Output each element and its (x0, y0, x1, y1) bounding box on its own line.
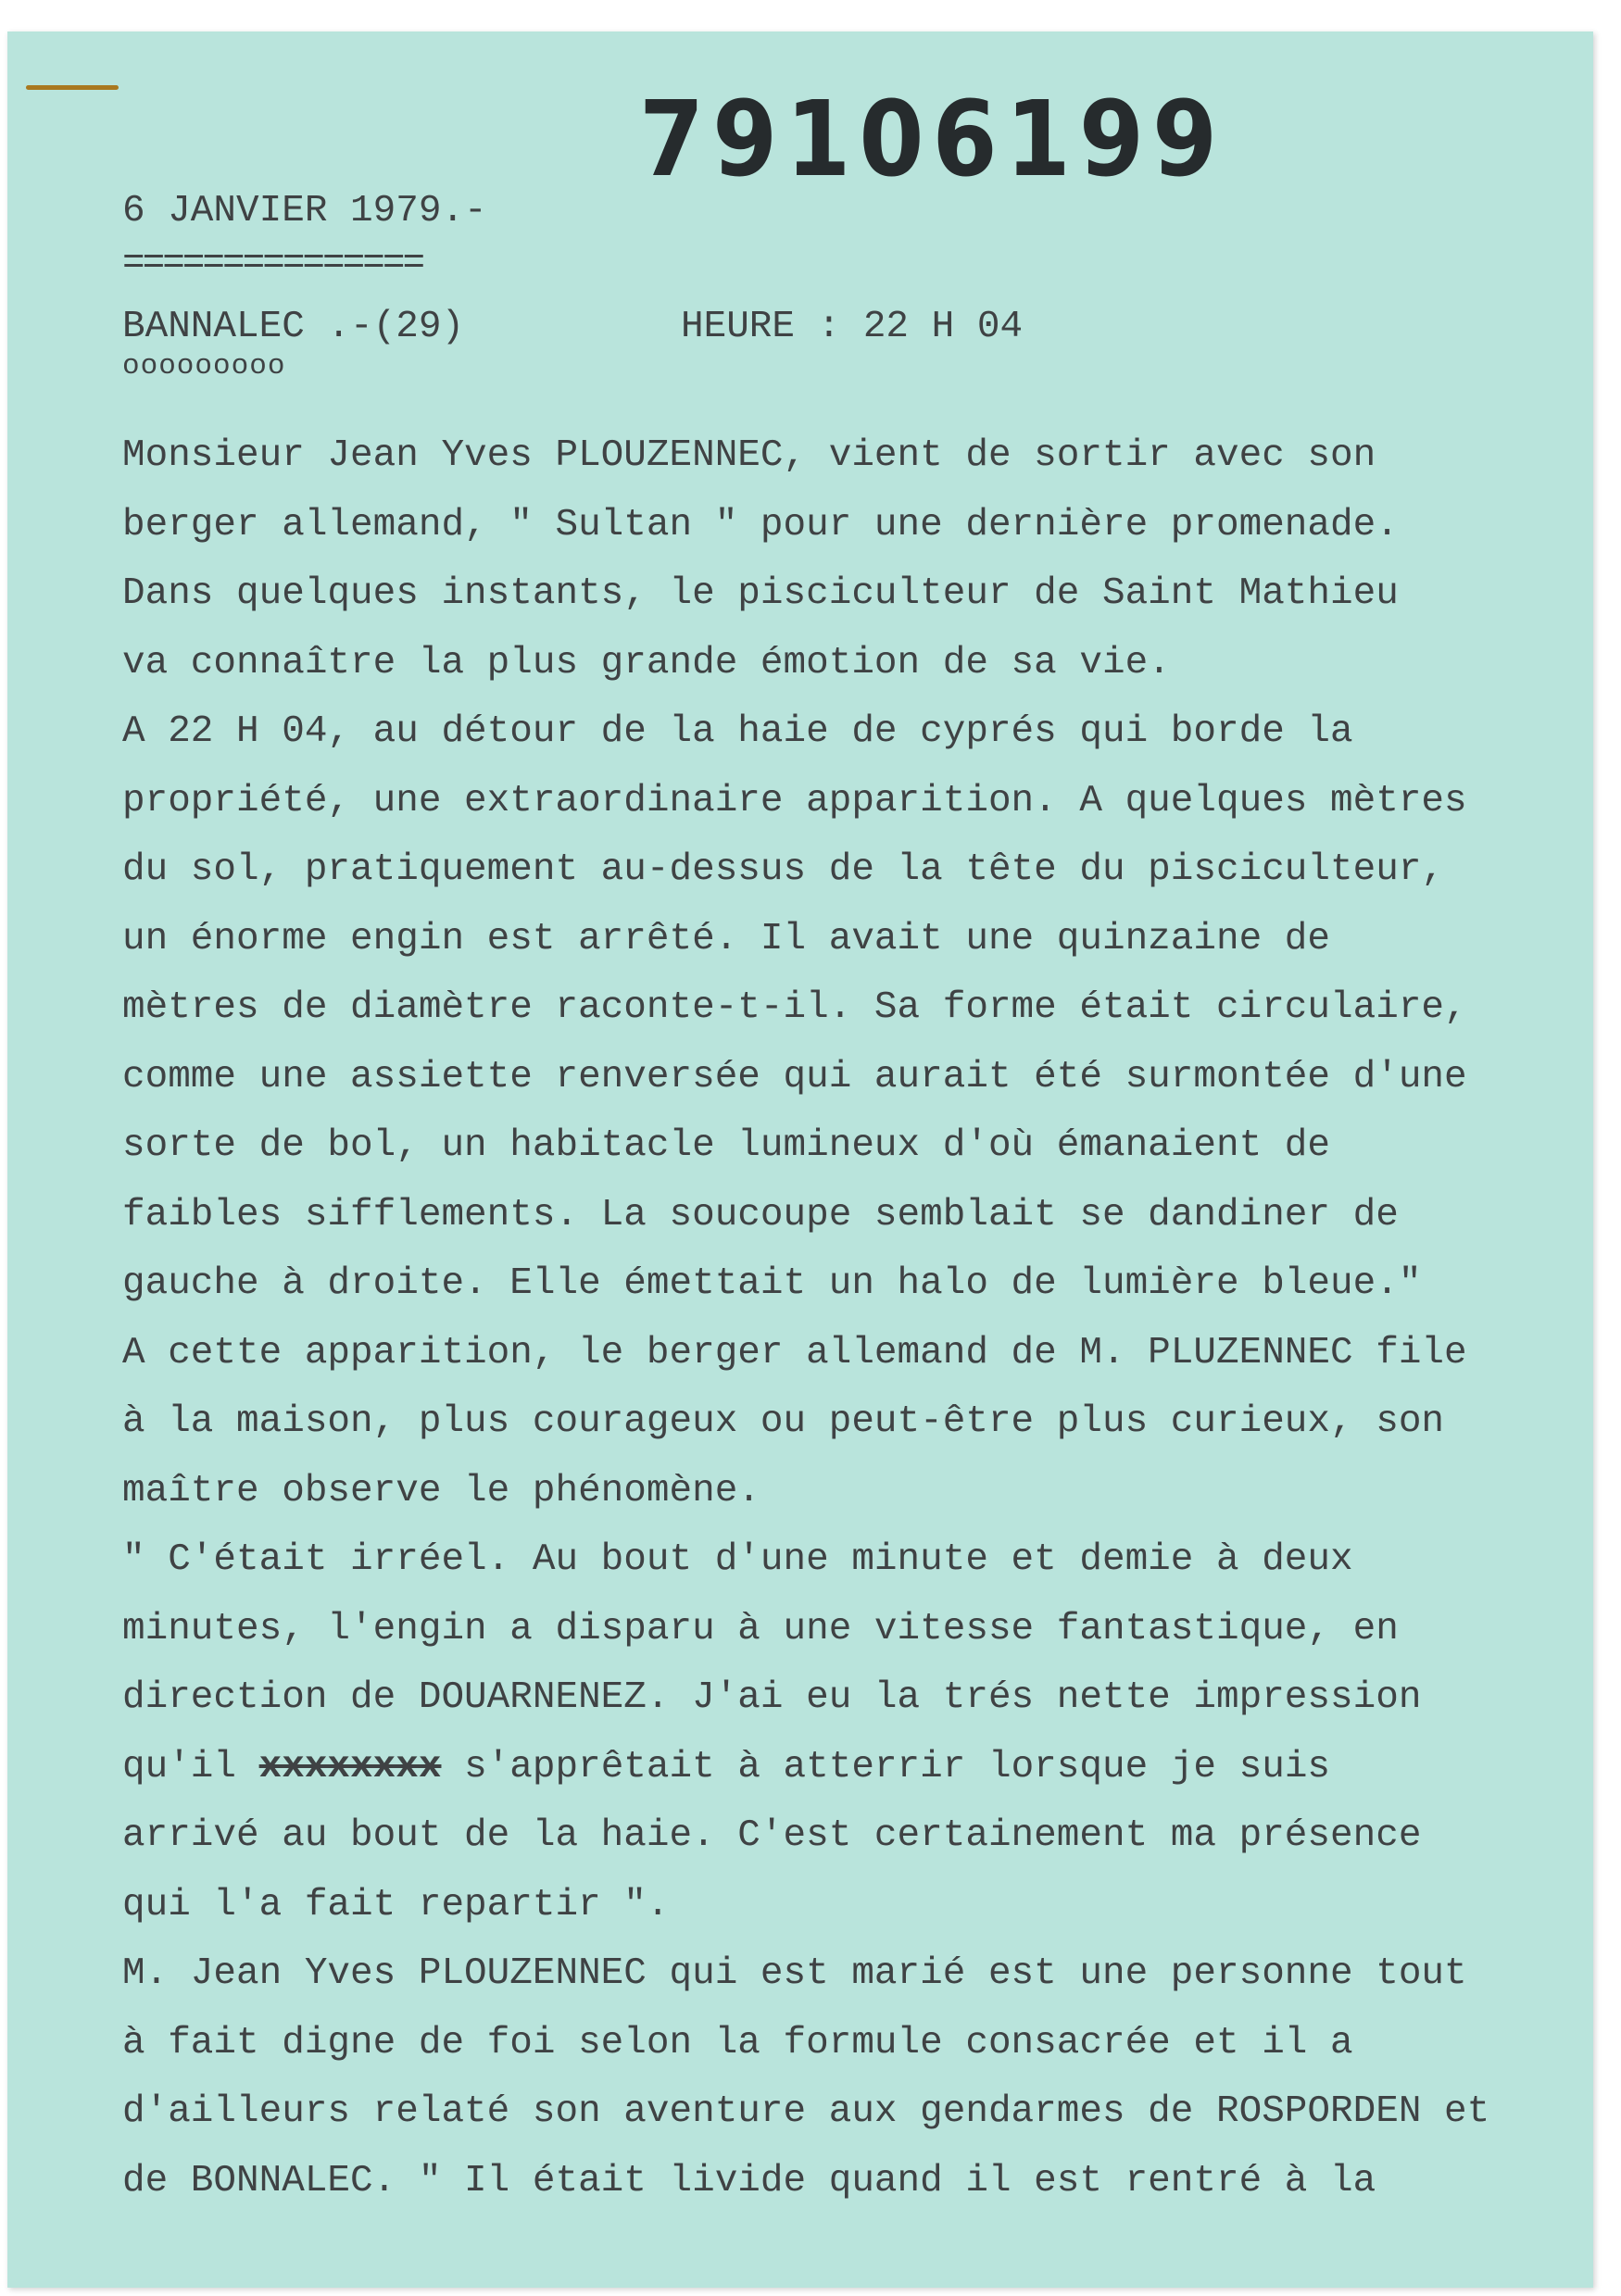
text-line: M. Jean Yves PLOUZENNEC qui est marié est une personne tout (122, 1952, 1467, 1995)
line-end: s'apprêtait à atterrir lorsque je suis (441, 1745, 1331, 1788)
text-line: à fait digne de foi selon la formule consacrée et il a (122, 2021, 1353, 2064)
text-line: qui l'a fait repartir ". (122, 1883, 670, 1926)
text-line: gauche à droite. Elle émettait un halo de lumière bleue." (122, 1262, 1422, 1305)
text-line: faibles sifflements. La soucoupe semblait se dandiner de (122, 1193, 1399, 1236)
text-line: maître observe le phénomène. (122, 1469, 760, 1512)
stamp-number: 79106199 (639, 80, 1226, 200)
document-date: 6 JANVIER 1979.- (122, 190, 487, 232)
text-line: Dans quelques instants, le pisciculteur de Saint Mathieu (122, 572, 1399, 615)
text-line: à la maison, plus courageux ou peut-être plus curieux, son (122, 1400, 1445, 1443)
text-line: de BONNALEC. " Il était livide quand il est rentré à la (122, 2159, 1376, 2202)
text-line: mètres de diamètre raconte-t-il. Sa forme était circulaire, (122, 986, 1467, 1029)
text-line: Monsieur Jean Yves PLOUZENNEC, vient de sortir avec son (122, 434, 1376, 477)
text-line: d'ailleurs relaté son aventure aux gendarmes de ROSPORDEN et (122, 2090, 1490, 2133)
text-line: comme une assiette renversée qui aurait été surmontée d'une (122, 1055, 1467, 1098)
text-line: va connaître la plus grande émotion de sa vie. (122, 641, 1171, 684)
text-line: sorte de bol, un habitacle lumineux d'où émanaient de (122, 1124, 1331, 1167)
time-heading: HEURE : 22 H 04 (681, 306, 1024, 348)
date-underline: =============== (122, 243, 423, 285)
text-line: " C'était irréel. Au bout d'une minute et demie à deux (122, 1538, 1353, 1581)
location-heading: BANNALEC .-(29) (122, 306, 465, 348)
text-line: du sol, pratiquement au-dessus de la tête du pisciculteur, (122, 848, 1445, 891)
text-line-with-strikeout (122, 1733, 1586, 1802)
text-line: minutes, l'engin a disparu à une vitesse fantastique, en (122, 1607, 1399, 1650)
text-line: berger allemand, " Sultan " pour une dernière promenade. (122, 503, 1399, 546)
line-start: qu'il (122, 1745, 259, 1788)
text-line: arrivé au bout de la haie. C'est certainement ma présence (122, 1814, 1422, 1857)
text-line: A 22 H 04, au détour de la haie de cyprés qui borde la (122, 710, 1353, 753)
text-line: propriété, une extraordinaire apparition. A quelques mètres (122, 779, 1467, 822)
text-line: direction de DOUARNENEZ. J'ai eu la trés nette impression (122, 1676, 1422, 1719)
location-underline: ooooooooo (122, 350, 286, 383)
text-line: un énorme engin est arrêté. Il avait une quinzaine de (122, 917, 1331, 960)
report-body (122, 421, 1586, 2215)
staple-mark (26, 85, 119, 90)
struck-out-word: xxxxxxxx (258, 1745, 442, 1788)
text-line: A cette apparition, le berger allemand de M. PLUZENNEC file (122, 1331, 1467, 1374)
